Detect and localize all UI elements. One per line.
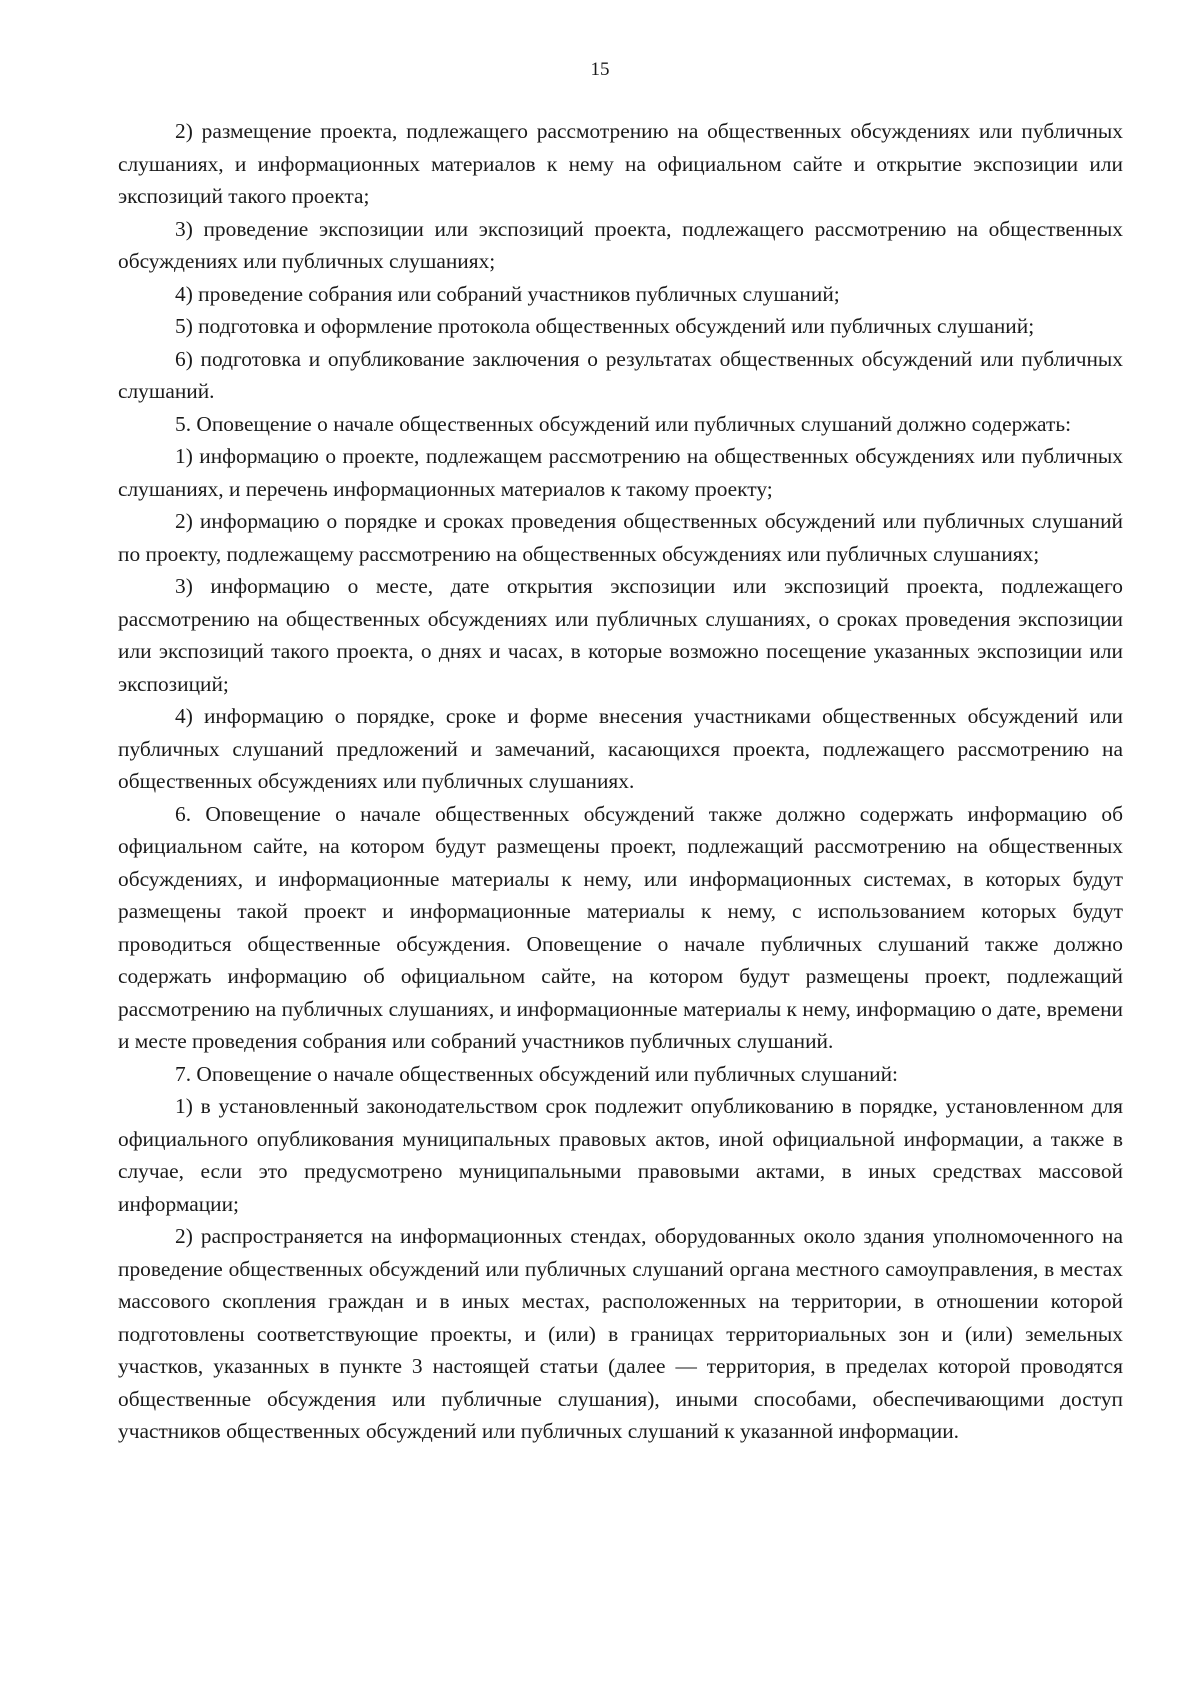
paragraph-item-6: 6) подготовка и опубликование заключения о результатах общественных обсуждений или публичных слушаний. [118, 346, 1123, 403]
paragraph-section-5-item-4: 4) информацию о порядке, сроке и форме внесения участниками общественных обсуждений или публичных слушаний предложений и замечаний, касающихся проекта, подлежащего рассмотрению на общественных обсуждениях или публичных слушаниях. [118, 704, 1123, 793]
paragraph-section-5-item-2: 2) информацию о порядке и сроках проведения общественных обсуждений или публичных слушаний по проекту, подлежащему рассмотрению на общественных обсуждениях или публичных слушаниях; [118, 509, 1123, 566]
paragraph-section-6: 6. Оповещение о начале общественных обсуждений также должно содержать информацию об официальном сайте, на котором будут размещены проект, подлежащий рассмотрению на общественных обсуждениях, и информационные материалы к нему, или информационных системах, в которых будут размещены такой проект и информационные материалы к нему, с использованием которых будут проводиться общественные обсуждения. Оповещение о начале публичных слушаний также должно содержать информацию об официальном сайте, на котором будут размещены проект, подлежащий рассмотрению на публичных слушаниях, и информационные материалы к нему, информацию о дате, времени и месте проведения собрания или собраний участников публичных слушаний. [118, 801, 1123, 1053]
paragraph-item-5: 5) подготовка и оформление протокола общественных обсуждений или публичных слушаний; [175, 314, 1035, 338]
paragraph-section-5-item-1: 1) информацию о проекте, подлежащем рассмотрению на общественных обсуждениях или публичных слушаниях, и перечень информационных материалов к такому проекту; [118, 444, 1123, 501]
paragraph-item-4: 4) проведение собрания или собраний участников публичных слушаний; [175, 281, 840, 306]
document-body [118, 115, 1123, 1448]
paragraph-section-7-item-1: 1) в установленный законодательством срок подлежит опубликованию в порядке, установленном для официального опубликования муниципальных правовых актов, иной официальной информации, а также в случае, если это предусмотрено муниципальными правовыми актами, в иных средствах массовой информации; [118, 1094, 1123, 1216]
paragraph-item-2: 2) размещение проекта, подлежащего рассмотрению на общественных обсуждениях или публичных слушаниях, и информационных материалов к нему на официальном сайте и открытие экспозиции или экспозиций такого проекта; [118, 119, 1123, 208]
page-number: 15 [590, 59, 610, 80]
paragraph-section-5-item-3: 3) информацию о месте, дате открытия экспозиции или экспозиций проекта, подлежащего рассмотрению на общественных обсуждениях или публичных слушаниях, о сроках проведения экспозиции или экспозиций такого проекта, о днях и часах, в которые возможно посещение указанных экспозиции или экспозиций; [118, 574, 1123, 696]
paragraph-item-3: 3) проведение экспозиции или экспозиций проекта, подлежащего рассмотрению на общественных обсуждениях или публичных слушаниях; [118, 216, 1123, 273]
paragraph-section-7-item-2: 2) распространяется на информационных стендах, оборудованных около здания уполномоченного на проведение общественных обсуждений или публичных слушаний органа местного самоуправления, в местах массового скопления граждан и в иных местах, расположенных на территории, в отношении которой подготовлены соответствующие проекты, и (или) в границах территориальных зон и (или) земельных участков, указанных в пункте 3 настоящей статьи (далее — территория, в пределах которой проводятся общественные обсуждения или публичные слушания), иными способами, обеспечивающими доступ участников общественных обсуждений или публичных слушаний к указанной информации. [118, 1224, 1123, 1443]
paragraph-section-7: 7. Оповещение о начале общественных обсуждений или публичных слушаний: [175, 1061, 898, 1086]
paragraph-section-5: 5. Оповещение о начале общественных обсуждений или публичных слушаний должно содержать: [175, 411, 1072, 436]
